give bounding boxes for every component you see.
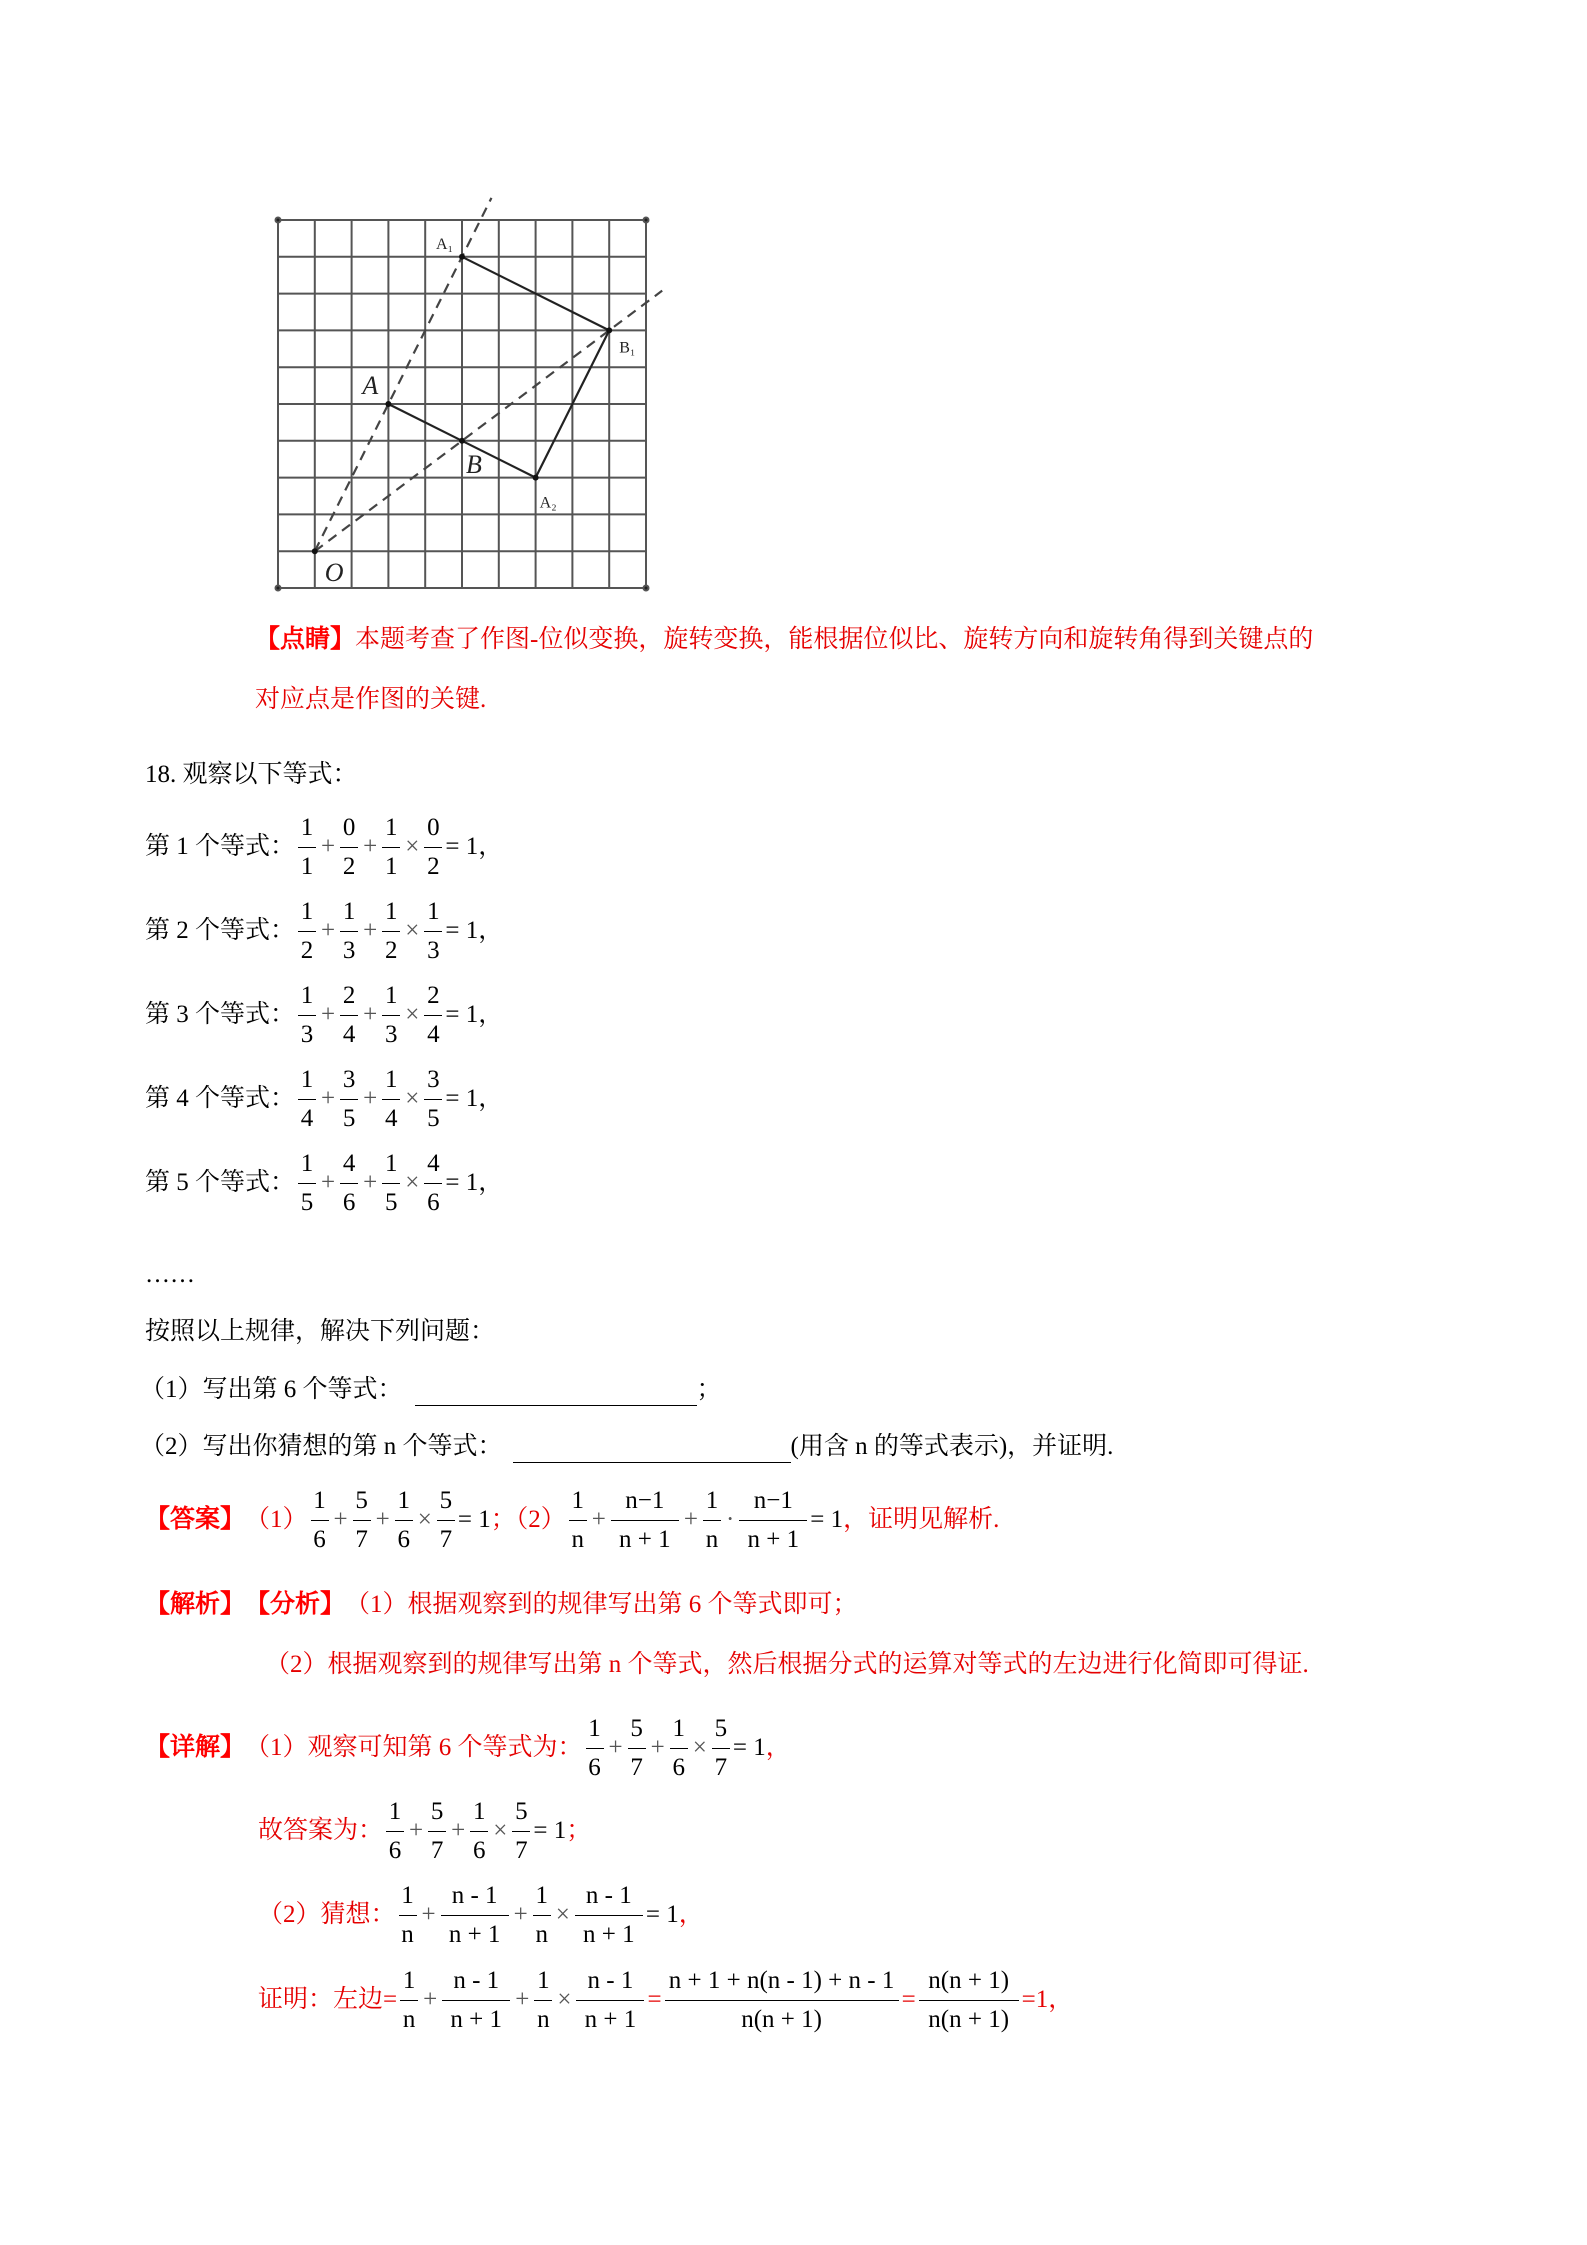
proof-simplified-numerator: n(n + 1) bbox=[928, 1966, 1010, 1994]
answer-part-1-label: （1） bbox=[245, 1506, 308, 1533]
proof-simplified-fraction bbox=[919, 1966, 1019, 2035]
denominator: 7 bbox=[628, 1748, 646, 1783]
denominator: n + 1 bbox=[575, 1915, 643, 1950]
fraction bbox=[424, 1065, 442, 1134]
detail-text-3: （2）猜想： bbox=[258, 1901, 396, 1928]
equation-row-1 bbox=[145, 812, 503, 882]
answer-line bbox=[145, 1485, 999, 1555]
equation-result: = 1 bbox=[810, 1506, 844, 1533]
denominator: 3 bbox=[298, 1015, 316, 1050]
numerator: n - 1 bbox=[451, 1881, 498, 1909]
equation-result: = 1 bbox=[457, 1506, 491, 1533]
denominator: n bbox=[569, 1520, 587, 1555]
label-b: B bbox=[466, 449, 482, 479]
numerator: 1 bbox=[384, 897, 398, 925]
denominator: 3 bbox=[424, 931, 442, 966]
operator: × bbox=[557, 1986, 572, 2013]
numerator: 3 bbox=[342, 1065, 356, 1093]
operator: + bbox=[321, 1085, 336, 1112]
proof-end: =1， bbox=[1021, 1986, 1074, 2013]
proof-combined-numerator: n + 1 + n(n - 1) + n - 1 bbox=[668, 1966, 895, 1994]
numerator: 1 bbox=[384, 981, 398, 1009]
operator: × bbox=[405, 833, 420, 860]
numerator: n - 1 bbox=[587, 1966, 634, 1994]
fraction bbox=[298, 1149, 316, 1218]
fraction bbox=[533, 1881, 551, 1950]
operator: + bbox=[321, 1169, 336, 1196]
analysis-line-1 bbox=[145, 1585, 858, 1625]
fraction bbox=[424, 1149, 442, 1218]
numerator: 1 bbox=[397, 1486, 410, 1514]
denominator: 6 bbox=[670, 1748, 688, 1783]
fraction bbox=[441, 1881, 509, 1950]
label-b1: B₁ bbox=[619, 339, 636, 357]
fraction bbox=[395, 1486, 413, 1555]
point-a1 bbox=[459, 254, 465, 260]
operator: + bbox=[591, 1506, 606, 1533]
part-2-answer-blank[interactable] bbox=[513, 1432, 791, 1463]
denominator: 7 bbox=[353, 1520, 371, 1555]
fraction bbox=[628, 1714, 646, 1783]
fraction bbox=[534, 1966, 552, 2035]
numerator: 1 bbox=[705, 1486, 719, 1514]
equation-result: = 1， bbox=[445, 1169, 504, 1196]
equation-label: 第 5 个等式： bbox=[145, 1169, 296, 1196]
denominator: 4 bbox=[382, 1099, 400, 1134]
numerator: n - 1 bbox=[453, 1966, 500, 1994]
denominator: 6 bbox=[470, 1831, 488, 1866]
equation-row-5 bbox=[145, 1148, 503, 1218]
numerator: 5 bbox=[355, 1486, 368, 1514]
point-b1 bbox=[606, 327, 612, 333]
operator: × bbox=[405, 1085, 420, 1112]
numerator: 3 bbox=[427, 1065, 440, 1093]
proof-left-side bbox=[397, 1966, 647, 2035]
operator: + bbox=[683, 1506, 698, 1533]
denominator: 3 bbox=[382, 1015, 400, 1050]
fenxi-tag: 【分析】 bbox=[245, 1591, 346, 1618]
numerator: 1 bbox=[571, 1486, 584, 1514]
denominator: 7 bbox=[428, 1831, 446, 1866]
fraction bbox=[400, 1966, 418, 2035]
analysis-line-2 bbox=[265, 1645, 1309, 1685]
denominator: 3 bbox=[340, 931, 358, 966]
part-1-suffix: ； bbox=[696, 1376, 722, 1403]
denominator: 6 bbox=[340, 1183, 358, 1218]
numerator: 1 bbox=[300, 1149, 314, 1177]
numerator: 1 bbox=[384, 1149, 398, 1177]
denominator: n bbox=[533, 1915, 551, 1950]
numerator: 0 bbox=[427, 813, 440, 841]
operator: × bbox=[417, 1506, 432, 1533]
analysis-text-1: （1）根据观察到的规律写出第 6 个等式即可； bbox=[345, 1591, 858, 1618]
fraction bbox=[437, 1486, 455, 1555]
detail-text-1: （1）观察可知第 6 个等式为： bbox=[245, 1734, 583, 1761]
equation-result: = 1 bbox=[732, 1734, 766, 1761]
detail-line-3 bbox=[258, 1880, 704, 1950]
fraction bbox=[739, 1486, 807, 1555]
numerator: 1 bbox=[342, 897, 356, 925]
equation-result: = 1， bbox=[445, 833, 504, 860]
operator: + bbox=[321, 917, 336, 944]
operator: + bbox=[409, 1817, 424, 1844]
fraction bbox=[428, 1797, 446, 1866]
operator: + bbox=[363, 833, 378, 860]
dianjing-line-2 bbox=[255, 680, 486, 720]
numerator: 2 bbox=[427, 981, 440, 1009]
equation-label: 第 4 个等式： bbox=[145, 1085, 296, 1112]
fraction bbox=[703, 1486, 721, 1555]
numerator: 1 bbox=[402, 1966, 416, 1994]
analysis-tag: 【解析】 bbox=[145, 1591, 246, 1618]
denominator: 6 bbox=[386, 1831, 404, 1866]
numerator: 5 bbox=[515, 1797, 528, 1825]
detail-equation-6 bbox=[583, 1714, 766, 1783]
denominator: 2 bbox=[340, 847, 358, 882]
answer-tail: ，证明见解析. bbox=[843, 1506, 1000, 1533]
numerator: 1 bbox=[300, 1065, 314, 1093]
operator: × bbox=[493, 1817, 508, 1844]
operator: + bbox=[515, 1986, 530, 2013]
fraction bbox=[470, 1797, 488, 1866]
fraction bbox=[298, 813, 316, 882]
numerator: 1 bbox=[427, 897, 440, 925]
label-a1: A₁ bbox=[436, 235, 454, 253]
ellipsis bbox=[145, 1255, 195, 1295]
denominator: 1 bbox=[298, 847, 316, 882]
numerator: 1 bbox=[313, 1486, 326, 1514]
numerator: 1 bbox=[537, 1966, 550, 1994]
detail-suffix-2: ； bbox=[566, 1817, 592, 1844]
fraction bbox=[382, 1149, 400, 1218]
numerator: 1 bbox=[300, 897, 314, 925]
fraction bbox=[382, 813, 400, 882]
numerator: 1 bbox=[388, 1797, 402, 1825]
numerator: 1 bbox=[472, 1797, 486, 1825]
fraction bbox=[512, 1797, 530, 1866]
part-1-answer-blank[interactable] bbox=[415, 1375, 697, 1406]
operator: + bbox=[363, 917, 378, 944]
denominator: 5 bbox=[382, 1183, 400, 1218]
denominator: 2 bbox=[382, 931, 400, 966]
dianjing-line-1 bbox=[255, 620, 1313, 660]
fraction bbox=[353, 1486, 371, 1555]
fraction bbox=[382, 1065, 400, 1134]
equation-result: = 1， bbox=[445, 1085, 504, 1112]
fraction bbox=[382, 981, 400, 1050]
equation-row-2 bbox=[145, 896, 503, 966]
operator: + bbox=[608, 1734, 623, 1761]
numerator: 1 bbox=[384, 813, 398, 841]
denominator: n bbox=[399, 1915, 417, 1950]
denominator: 6 bbox=[395, 1520, 413, 1555]
grid-lines bbox=[276, 218, 649, 591]
fraction bbox=[569, 1486, 587, 1555]
operator: × bbox=[692, 1734, 707, 1761]
operator: × bbox=[405, 917, 420, 944]
detail-line-2 bbox=[258, 1796, 591, 1866]
numerator: n - 1 bbox=[585, 1881, 632, 1909]
fraction bbox=[712, 1714, 730, 1783]
proof-equals-3: = bbox=[901, 1986, 916, 2013]
operator: + bbox=[363, 1169, 378, 1196]
denominator: n + 1 bbox=[611, 1520, 679, 1555]
part-1-prefix: （1）写出第 6 个等式： bbox=[140, 1376, 403, 1403]
numerator: 5 bbox=[430, 1797, 444, 1825]
operator: + bbox=[321, 833, 336, 860]
part-2-suffix: (用含 n 的等式表示)，并证明. bbox=[790, 1433, 1114, 1460]
part-1 bbox=[140, 1370, 722, 1410]
label-a2: A₂ bbox=[539, 494, 557, 512]
proof-simplified-denominator: n(n + 1) bbox=[919, 2000, 1019, 2035]
detail-text-4: 证明：左边 bbox=[258, 1986, 384, 2013]
operator: + bbox=[333, 1506, 348, 1533]
answer-separator: ；（2） bbox=[490, 1506, 566, 1533]
denominator: 4 bbox=[298, 1099, 316, 1134]
geometry-figure bbox=[0, 0, 700, 610]
operator: + bbox=[363, 1085, 378, 1112]
label-a: A bbox=[362, 371, 379, 400]
denominator: n bbox=[400, 2000, 418, 2035]
numerator: 1 bbox=[384, 1065, 398, 1093]
analysis-text-2: （2）根据观察到的规律写出第 n 个等式，然后根据分式的运算对等式的左边进行化简即可得证. bbox=[265, 1651, 1309, 1678]
denominator: n bbox=[534, 2000, 552, 2035]
part-2 bbox=[140, 1427, 1113, 1467]
detail-text-2: 故答案为： bbox=[258, 1817, 384, 1844]
dianjing-tag: 【点睛】 bbox=[255, 626, 356, 653]
operator: + bbox=[321, 1001, 336, 1028]
proof-equals-1: = bbox=[383, 1986, 398, 2013]
denominator: n + 1 bbox=[441, 1915, 509, 1950]
equation-label: 第 2 个等式： bbox=[145, 917, 296, 944]
equation-result: = 1 bbox=[533, 1817, 567, 1844]
equation-row-4 bbox=[145, 1064, 503, 1134]
detail-suffix-1: ， bbox=[765, 1734, 791, 1761]
fraction bbox=[311, 1486, 329, 1555]
equation-result: = 1， bbox=[445, 1001, 504, 1028]
numerator: n−1 bbox=[625, 1486, 665, 1514]
operator: + bbox=[423, 1986, 438, 2013]
numerator: 5 bbox=[630, 1714, 643, 1742]
numerator: 0 bbox=[342, 813, 356, 841]
denominator: 2 bbox=[298, 931, 316, 966]
equation-label: 第 1 个等式： bbox=[145, 833, 296, 860]
numerator: 4 bbox=[342, 1149, 356, 1177]
numerator: 2 bbox=[342, 981, 356, 1009]
operator: + bbox=[451, 1817, 466, 1844]
point-a2 bbox=[533, 475, 539, 481]
answer-equation-2 bbox=[566, 1486, 843, 1555]
denominator: n + 1 bbox=[739, 1520, 807, 1555]
denominator: n + 1 bbox=[442, 2000, 510, 2035]
numerator: 5 bbox=[714, 1714, 728, 1742]
fraction bbox=[424, 813, 442, 882]
point-b bbox=[459, 438, 465, 444]
fraction bbox=[340, 1065, 358, 1134]
proof-combined-denominator: n(n + 1) bbox=[665, 2000, 899, 2035]
numerator: 1 bbox=[300, 813, 314, 841]
point-o bbox=[312, 548, 318, 554]
fraction bbox=[382, 897, 400, 966]
question-title bbox=[145, 755, 358, 795]
answer-equation-1 bbox=[308, 1486, 491, 1555]
fraction bbox=[340, 897, 358, 966]
denominator: 6 bbox=[586, 1748, 604, 1783]
part-2-prefix: （2）写出你猜想的第 n 个等式： bbox=[140, 1433, 503, 1460]
numerator: 4 bbox=[427, 1149, 440, 1177]
fraction bbox=[442, 1966, 510, 2035]
numerator: n−1 bbox=[753, 1486, 793, 1514]
ellipsis-text: …… bbox=[145, 1261, 195, 1288]
answer-tag: 【答案】 bbox=[145, 1506, 246, 1533]
numerator: 1 bbox=[588, 1714, 601, 1742]
equation-result: = 1， bbox=[445, 917, 504, 944]
equation-row-3 bbox=[145, 980, 503, 1050]
fraction bbox=[670, 1714, 688, 1783]
denominator: 7 bbox=[437, 1520, 455, 1555]
denominator: 2 bbox=[424, 847, 442, 882]
fraction bbox=[340, 981, 358, 1050]
fraction bbox=[424, 981, 442, 1050]
denominator: 7 bbox=[712, 1748, 730, 1783]
denominator: 5 bbox=[340, 1099, 358, 1134]
detail-suffix-3: ， bbox=[678, 1901, 704, 1928]
denominator: 6 bbox=[311, 1520, 329, 1555]
detail-line-4 bbox=[258, 1965, 1073, 2035]
denominator: 5 bbox=[298, 1183, 316, 1218]
fraction bbox=[298, 897, 316, 966]
fraction bbox=[611, 1486, 679, 1555]
operator: + bbox=[513, 1901, 528, 1928]
denominator: 1 bbox=[382, 847, 400, 882]
detail-conjecture-equation bbox=[396, 1881, 679, 1950]
equation-label: 第 3 个等式： bbox=[145, 1001, 296, 1028]
operator: × bbox=[405, 1001, 420, 1028]
operator: + bbox=[650, 1734, 665, 1761]
detail-line-1 bbox=[145, 1713, 791, 1783]
operator: × bbox=[405, 1169, 420, 1196]
fraction bbox=[586, 1714, 604, 1783]
proof-equals-2: = bbox=[647, 1986, 662, 2013]
point-a bbox=[385, 401, 391, 407]
detail-equation-6-repeat bbox=[383, 1797, 566, 1866]
fraction bbox=[298, 981, 316, 1050]
numerator: 5 bbox=[439, 1486, 453, 1514]
fraction bbox=[386, 1797, 404, 1866]
operator: + bbox=[375, 1506, 390, 1533]
fraction bbox=[340, 813, 358, 882]
operator: × bbox=[555, 1901, 570, 1928]
dianjing-text-1: 本题考查了作图-位似变换，旋转变换，能根据位似比、旋转方向和旋转角得到关键点的 bbox=[355, 626, 1314, 653]
label-o: O bbox=[324, 558, 344, 588]
denominator: 7 bbox=[512, 1831, 530, 1866]
denominator: n + 1 bbox=[576, 2000, 644, 2035]
instruction-text: 按照以上规律，解决下列问题： bbox=[145, 1318, 496, 1345]
proof-combined-fraction bbox=[665, 1966, 899, 2035]
denominator: n bbox=[703, 1520, 721, 1555]
fraction bbox=[399, 1881, 417, 1950]
detail-tag: 【详解】 bbox=[145, 1734, 246, 1761]
instruction bbox=[145, 1312, 495, 1352]
equation-result: = 1 bbox=[645, 1901, 679, 1928]
numerator: 1 bbox=[401, 1881, 414, 1909]
operator: · bbox=[725, 1506, 735, 1533]
fraction bbox=[424, 897, 442, 966]
question-title-text: 18. 观察以下等式： bbox=[145, 761, 358, 788]
fraction bbox=[575, 1881, 643, 1950]
numerator: 1 bbox=[300, 981, 314, 1009]
points bbox=[312, 236, 636, 587]
denominator: 4 bbox=[424, 1015, 442, 1050]
operator: + bbox=[363, 1001, 378, 1028]
fraction bbox=[298, 1065, 316, 1134]
fraction bbox=[340, 1149, 358, 1218]
numerator: 1 bbox=[672, 1714, 685, 1742]
denominator: 4 bbox=[340, 1015, 358, 1050]
denominator: 5 bbox=[424, 1099, 442, 1134]
dianjing-text-2: 对应点是作图的关键. bbox=[255, 686, 487, 713]
operator: + bbox=[421, 1901, 436, 1928]
numerator: 1 bbox=[535, 1881, 548, 1909]
fraction bbox=[576, 1966, 644, 2035]
denominator: 6 bbox=[424, 1183, 442, 1218]
